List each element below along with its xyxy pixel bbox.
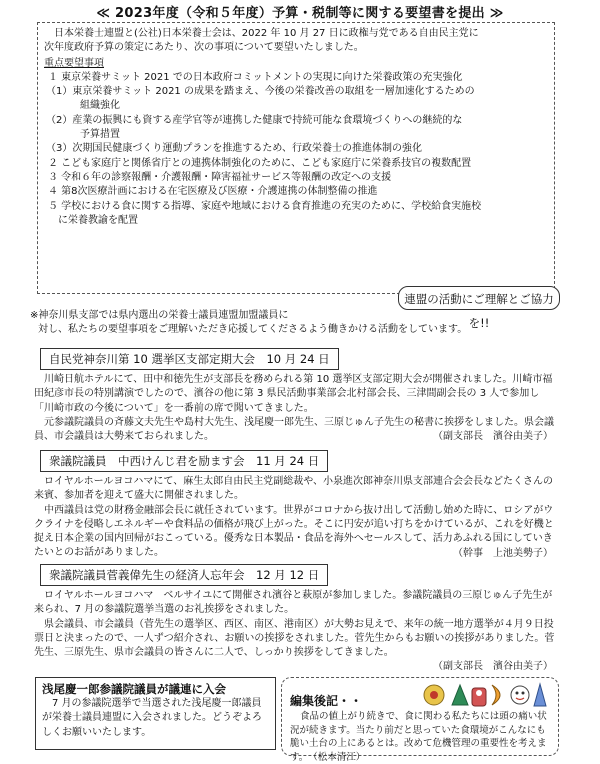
event-paragraph: ロイヤルホールヨコハマにて、麻生太郎自由民主党副総裁や、小泉進次郎神奈川県支部連合会会長などたくさんの来賓、参加者を迎えて盛大に開催されました。 [34,476,553,502]
member-news-title: 浅尾慶一郎参議院議員が議連に入会 [42,682,226,696]
editor-note-box [281,677,559,763]
event-signature: （幹事 上池美勢子） [453,547,553,559]
event-body [34,589,559,675]
event-body [34,373,559,445]
request-item: ５ 学校における食に関する指導、家庭や地域における食育推進の充実のために、学校給食実施校 [48,200,482,212]
event-body [34,475,559,561]
event-signature: （副支部長 濱谷由美子） [433,661,553,673]
request-intro [44,27,548,56]
event-paragraph: ロイヤルホールヨコハマ ベルサイユにて開催され濱谷と萩原が参加しました。参議院議員の三原じゅん子先生が来られ、7 月の参議院選挙当選のお礼挨拶をされました。 [34,590,553,616]
slogan-badge: 連盟の活動にご理解とご協力を!! [398,286,560,310]
request-item: ２ こども家庭庁と関係省庁との連携体制強化のために、こども家庭庁に栄養系技官の複数配置 [48,157,472,169]
request-intro-line: 日本栄養士連盟と(公社)日本栄養士会は、2022 年 10 月 27 日に政権与党である自由民主党に [54,28,479,39]
request-item: １ 東京栄養サミット 2021 での日本政府コミットメントの実現に向けた栄養政策の充実強化 [48,71,463,83]
request-summary-box [37,22,555,294]
section-heading: 重点要望事項 [44,57,104,69]
event-title: 自民党神奈川第 10 選挙区支部定期大会 10 月 24 日 [40,348,339,370]
event-title: 衆議院議員 中西けんじ君を励ます会 11 月 24 日 [40,450,328,472]
intro-line: 対し、私たちの要望事項をご理解いただき応援してくださるよう働きかける活動をしています。 [38,324,468,336]
request-item: ３ 令和６年の診察報酬・介護報酬・障害福祉サービス等報酬の改定への支援 [48,171,392,183]
intro-line: ※神奈川県支部では県内選出の栄養士議員連盟加盟議員に [30,310,289,321]
event-paragraph: 元参議院議員の斉藤文夫先生や島村大先生、浅尾慶一郎先生、三原じゅん子先生の秘書に挨拶をしました。県会議員、市会議員は大勢来ておられました。 [34,416,554,443]
request-item: 組織強化 [80,100,120,112]
request-item: 予算措置 [80,129,120,141]
editor-note-body [290,710,550,764]
request-item: （1）東京栄養サミット 2021 の成果を踏まえ、今後の栄養改善の取組を一層加速化するための [46,86,475,98]
member-news-box [35,677,276,750]
member-news-text: 7 月の参議院選挙で当選された浅尾慶一郎議員が栄養士議員連盟に入会されました。どうぞよろしくお願いいたします。 [42,698,262,738]
event-paragraph: 県会議員、市会議員（菅先生の選挙区、西区、南区、港南区）が大勢お見えで、来年の統一地方選挙が４月９日投票日と決まったので、一人ずつ紹介され、お願いの挨拶をされました。菅先生からもお願いの挨拶がありました。菅先生、三原先生、県市会議員の皆さんに二人で、しっかり挨拶をしてきました。 [34,618,555,659]
member-news-body [42,697,269,740]
event-signature: （副支部長 濱谷由美子） [433,431,553,443]
request-intro-line: 次年度政府予算の策定にあたり、次の事項について要望いたしました。 [44,42,364,54]
event-paragraph: 川崎日航ホテルにて、田中和徳先生が支部長を務められる第 10 選挙区支部定期大会が開催されました。川崎市福田紀彦市長の特別講演でしたので、濱谷の他に第 3 県民活動事業部会北村部会長、三津間副会長の 3 人で参加し「川崎市政の今後について」を一番前の席で聞いてきました。 [34,374,553,414]
request-item: （2）産業の振興にも資する産学官等が連携した健康で持続可能な食環境づくりへの継続的な [46,114,463,126]
request-item: に栄養教諭を配置 [58,214,138,226]
event-paragraph: 中西議員は党の財務金融部会長に就任されています。世界がコロナから抜け出して活動し始めた時に、ロシアがウクライナを侵略しエネルギーや食料品の価格が飛び上がった。そこに円安が追い打ちをかけているが、これを好機と捉え日本企業の国内回帰がおこっている。優秀な日本製品・食品を海外へセールスして、活力あふれる国にしていきたいとのお話がありました。 [34,504,554,559]
page-title: ≪ 2023年度（令和５年度）予算・税制等に関する要望書を提出 ≫ [96,6,504,21]
branch-intro [30,309,570,338]
request-item-list [44,71,548,228]
request-item: （3）次期国民健康づくり運動プランを推進するため、行政栄養士の推進体制の強化 [46,143,422,155]
event-title: 衆議院議員菅義偉先生の経済人忘年会 12 月 12 日 [40,564,328,586]
editor-note-text: 食品の値上がり続きで、食に関わる私たちには頭の痛い状況が続きます。当たり前だと思っていた食環境がこんなにも脆い土台の上にあるとは。改めて危機管理の重要性を考えます。 （松本清江） [290,711,547,763]
request-item: ４ 第8次医療計画における在宅医療及び医療・介護連携の体制整備の推進 [48,186,378,198]
new-year-ornaments-icon [422,680,552,710]
editor-note-title: 編集後記・・ [290,694,363,708]
